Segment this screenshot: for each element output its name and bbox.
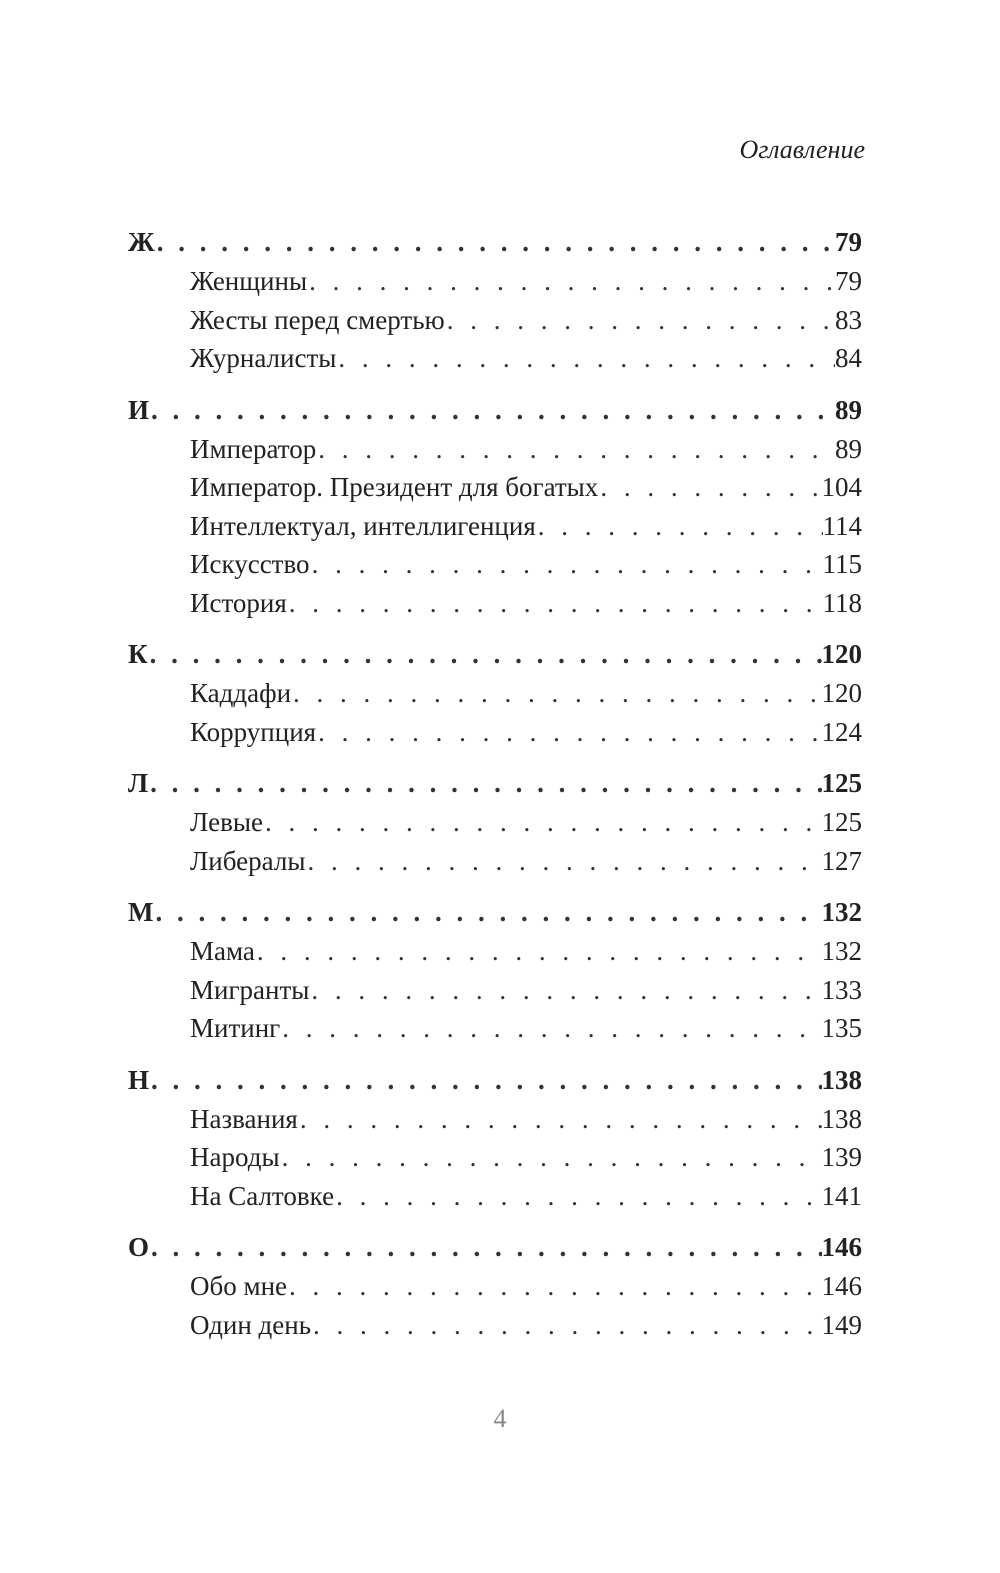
- toc-section: [128, 634, 862, 751]
- dot-leader: [255, 932, 822, 971]
- toc-letter-heading-title: О: [128, 1232, 150, 1262]
- toc-entry[interactable]: [128, 301, 862, 340]
- toc-entry-title: Женщины: [190, 266, 308, 296]
- toc-entry-page: 127: [821, 845, 862, 876]
- toc-entry[interactable]: [128, 1306, 862, 1345]
- dot-leader: [311, 1306, 821, 1345]
- toc-entry-title: Либералы: [190, 845, 306, 876]
- toc-entry-page: 132: [821, 936, 862, 966]
- toc-entry-title: Император. Президент для богатых: [190, 472, 599, 502]
- toc-entry[interactable]: [128, 803, 862, 842]
- toc-entry-title: Названия: [190, 1103, 298, 1134]
- dot-leader: [598, 468, 821, 507]
- toc-entry[interactable]: [128, 584, 862, 623]
- toc-section: [128, 1227, 862, 1344]
- toc-entry-title: Император: [190, 433, 317, 464]
- dot-leader: [287, 1267, 821, 1306]
- toc-entry[interactable]: [128, 339, 862, 378]
- toc-entry[interactable]: [128, 507, 862, 546]
- dot-leader: [309, 971, 821, 1010]
- toc-letter-heading[interactable]: [128, 1060, 862, 1100]
- dot-leader: [316, 713, 821, 752]
- dot-leader: [153, 892, 821, 932]
- toc-entry[interactable]: [128, 971, 862, 1010]
- toc-entry-title: Журналисты: [190, 343, 337, 373]
- toc-letter-heading[interactable]: [128, 222, 862, 262]
- toc-letter-heading-title: Н: [128, 1064, 150, 1095]
- toc-entry[interactable]: [128, 1138, 862, 1177]
- toc-entry[interactable]: [128, 713, 862, 752]
- toc-letter-heading-page: 138: [821, 1064, 862, 1095]
- toc-entry-page: 141: [821, 1180, 862, 1211]
- toc-letter-heading-page: 146: [821, 1232, 862, 1262]
- toc-entry[interactable]: [128, 1009, 862, 1048]
- dot-leader: [445, 301, 835, 340]
- toc-entry[interactable]: [128, 674, 862, 713]
- toc-entry[interactable]: [128, 842, 862, 881]
- dot-leader: [280, 1138, 822, 1177]
- toc-entry-title: Мама: [190, 936, 255, 966]
- toc-entry[interactable]: [128, 932, 862, 971]
- toc-entry-title: Коррупция: [190, 716, 317, 747]
- table-of-contents: [128, 222, 862, 1356]
- toc-entry-page: 89: [835, 433, 862, 464]
- toc-entry-page: 118: [822, 587, 862, 618]
- toc-entry[interactable]: [128, 1177, 862, 1216]
- toc-entry[interactable]: [128, 262, 862, 301]
- toc-entry-title: Народы: [190, 1142, 280, 1172]
- toc-entry-title: Левые: [190, 807, 263, 837]
- running-header: Оглавление: [739, 135, 865, 164]
- dot-leader: [298, 1100, 822, 1139]
- toc-entry-title: На Салтовке: [190, 1180, 335, 1211]
- toc-entry-page: 84: [835, 343, 862, 373]
- toc-section: [128, 1060, 862, 1216]
- toc-entry-title: История: [190, 587, 287, 618]
- toc-letter-heading-page: 89: [835, 394, 862, 425]
- toc-letter-heading-page: 125: [821, 768, 862, 798]
- toc-entry-title: Митинг: [190, 1013, 281, 1043]
- dot-leader: [149, 1227, 821, 1267]
- toc-entry-title: Обо мне: [190, 1271, 288, 1301]
- dot-leader: [148, 763, 821, 803]
- dot-leader: [149, 390, 835, 430]
- dot-leader: [263, 803, 822, 842]
- toc-section: [128, 892, 862, 1048]
- toc-section: [128, 222, 862, 378]
- toc-letter-heading[interactable]: [128, 1227, 862, 1267]
- toc-entry-page: 124: [821, 716, 862, 747]
- toc-entry-page: 139: [821, 1142, 862, 1172]
- toc-entry-page: 149: [821, 1309, 862, 1340]
- toc-entry[interactable]: [128, 430, 862, 469]
- toc-entry-title: Один день: [190, 1309, 312, 1340]
- toc-letter-heading[interactable]: [128, 892, 862, 932]
- dot-leader: [291, 674, 821, 713]
- toc-entry-page: 104: [821, 472, 862, 502]
- toc-entry[interactable]: [128, 1100, 862, 1139]
- toc-letter-heading-title: И: [128, 394, 150, 425]
- toc-entry-title: Каддафи: [190, 678, 292, 708]
- toc-entry-title: Жесты перед смертью: [190, 304, 445, 335]
- dot-leader: [316, 430, 835, 469]
- dot-leader: [536, 507, 823, 546]
- toc-entry-page: 138: [821, 1103, 862, 1134]
- toc-entry-page: 146: [821, 1271, 862, 1301]
- toc-entry-page: 133: [821, 974, 862, 1005]
- dot-leader: [280, 1009, 821, 1048]
- toc-entry[interactable]: [128, 468, 862, 507]
- toc-entry[interactable]: [128, 545, 862, 584]
- dot-leader: [334, 1177, 821, 1216]
- toc-letter-heading[interactable]: [128, 763, 862, 803]
- toc-section: [128, 390, 862, 623]
- toc-entry-page: 114: [822, 510, 862, 541]
- toc-letter-heading-title: К: [128, 639, 148, 669]
- page-number: 4: [493, 1404, 507, 1433]
- dot-leader: [155, 222, 835, 262]
- dot-leader: [305, 842, 821, 881]
- toc-letter-heading-page: 132: [821, 897, 862, 927]
- dot-leader: [148, 634, 822, 674]
- toc-letter-heading[interactable]: [128, 634, 862, 674]
- toc-entry-page: 125: [821, 807, 862, 837]
- toc-entry[interactable]: [128, 1267, 862, 1306]
- toc-section: [128, 763, 862, 880]
- toc-entry-page: 83: [835, 304, 862, 335]
- toc-entry-title: Мигранты: [190, 974, 310, 1005]
- toc-letter-heading-title: Л: [128, 768, 149, 798]
- toc-letter-heading-page: 79: [835, 227, 862, 257]
- toc-letter-heading-page: 120: [821, 639, 862, 669]
- toc-entry-page: 115: [822, 549, 862, 579]
- toc-letter-heading-title: Ж: [128, 227, 155, 257]
- dot-leader: [310, 545, 823, 584]
- dot-leader: [287, 584, 823, 623]
- dot-leader: [307, 262, 835, 301]
- dot-leader: [336, 339, 835, 378]
- toc-entry-title: Искусство: [190, 549, 310, 579]
- toc-letter-heading[interactable]: [128, 390, 862, 430]
- dot-leader: [149, 1060, 821, 1100]
- toc-entry-page: 135: [821, 1013, 862, 1043]
- toc-entry-title: Интеллектуал, интеллигенция: [190, 510, 536, 541]
- toc-entry-page: 120: [821, 678, 862, 708]
- toc-letter-heading-title: М: [128, 897, 154, 927]
- toc-entry-page: 79: [835, 266, 862, 296]
